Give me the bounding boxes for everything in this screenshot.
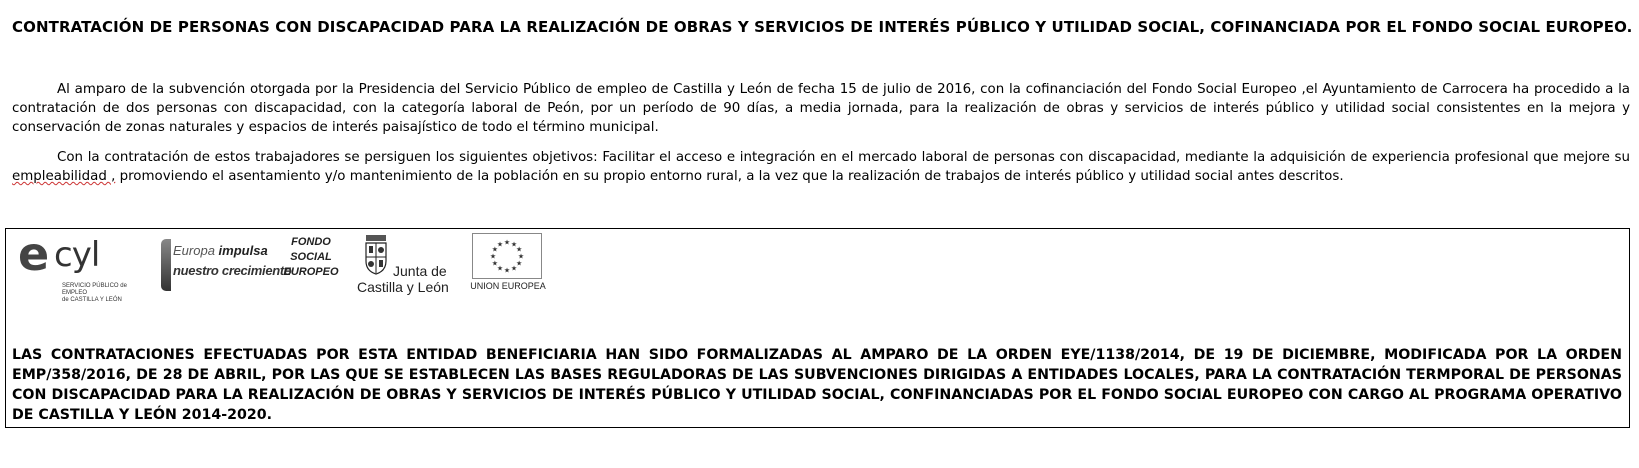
eu-star-icon: ★ bbox=[515, 245, 523, 254]
fse-logo bbox=[276, 235, 346, 280]
eu-star-icon: ★ bbox=[489, 252, 497, 261]
legal-notice: LAS CONTRATACIONES EFECTUADAS POR ESTA ENTIDAD BENEFICIARIA HAN SIDO FORMALIZADAS AL AMPARO DE LA ORDEN EYE/1138/2014, DE 19 DE DICIEMBRE, MODIFICADA POR LA ORDEN EMP/358/2016, DE 28 DE ABRIL, POR LAS QUE SE ESTABLECEN LAS BASES REGULADORAS DE LAS SUBVENCIONES DIRIGIDAS A ENTIDADES LOCALES, PARA LA CONTRATACIÓN TERMPORAL DE PERSONAS CON DISCAPACIDAD PARA LA REALIZACIÓN DE OBRAS Y SERVICIOS DE INTERÉS PÚBLICO Y UTILIDAD SOCIAL, CONFINANCIADAS POR EL FONDO SOCIAL EUROPEO CON CARGO AL PROGRAMA OPERATIVO DE CASTILLA Y LEÓN 2014-2020. bbox=[12, 347, 1622, 423]
ecyl-subtitle-line1: SERVICIO PÚBLICO de EMPLEO bbox=[62, 283, 127, 296]
eu-star-icon: ★ bbox=[515, 259, 523, 268]
europa-logo-bar bbox=[161, 239, 171, 291]
junta-castilla-leon-logo bbox=[351, 233, 461, 299]
eu-star-icon: ★ bbox=[510, 264, 518, 273]
paragraph-objectives-text-start: Con la contratación de estos trabajadores se persiguen los siguientes objetivos: Facilitar el acceso e integración en el mercado laboral de personas con discapacidad, mediante la adquisición de experiencia profesional que mejore su bbox=[57, 150, 1630, 165]
fse-logo-line3: EUROPEO bbox=[283, 266, 339, 278]
union-europea-label: UNION EUROPEA bbox=[470, 281, 546, 291]
eu-flag-icon bbox=[472, 233, 542, 279]
eu-star-icon: ★ bbox=[496, 264, 504, 273]
eu-star-icon: ★ bbox=[491, 259, 499, 268]
ecyl-logo-cyl: cyl bbox=[54, 235, 100, 275]
eu-star-icon: ★ bbox=[517, 252, 525, 261]
paragraph-objectives bbox=[12, 148, 1630, 186]
europa-impulsa-logo bbox=[161, 237, 292, 297]
coat-of-arms-icon bbox=[363, 235, 389, 275]
paragraph-objectives-text-end: promoviendo el asentamiento y/o mantenimiento de la población en su propio entorno rural, a la vez que la realización de trabajos de interés público y utilidad social antes descritos. bbox=[115, 169, 1344, 184]
logo-strip bbox=[6, 229, 1629, 309]
ecyl-logo-e: e bbox=[18, 227, 50, 281]
europa-logo-word1: Europa bbox=[173, 243, 215, 258]
fse-logo-line1: FONDO bbox=[291, 236, 331, 248]
document-title: CONTRATACIÓN DE PERSONAS CON DISCAPACIDAD PARA LA REALIZACIÓN DE OBRAS Y SERVICIOS DE INTERÉS PÚBLICO Y UTILIDAD SOCIAL, COFINANCIADA POR EL FONDO SOCIAL EUROPEO. bbox=[12, 18, 1633, 36]
fse-logo-line2: SOCIAL bbox=[290, 251, 332, 263]
eu-star-icon: ★ bbox=[491, 245, 499, 254]
eu-star-icon: ★ bbox=[503, 266, 511, 275]
europa-logo-line1 bbox=[173, 243, 268, 258]
paragraph-subsidy: Al amparo de la subvención otorgada por la Presidencia del Servicio Público de empleo de Castilla y León de fecha 15 de julio de 2016, con la cofinanciación del Fondo Social Europeo ,el Ayuntamiento de Carrocera ha procedido a la contratación de dos personas con discapacidad, con la categoría laboral de Peón, por un período de 90 días, a media jornada, para la realización de obras y servicios de interés público y utilidad social consistentes en la mejora y conservación de zonas naturales y espacios de interés paisajístico de todo el término municipal. bbox=[12, 82, 1630, 135]
eu-star-icon: ★ bbox=[503, 238, 511, 247]
ecyl-logo-subtitle bbox=[62, 283, 152, 304]
funding-notice-box bbox=[5, 228, 1630, 428]
union-europea-logo bbox=[468, 233, 548, 293]
eu-star-icon: ★ bbox=[496, 240, 504, 249]
junta-logo-line2: Castilla y León bbox=[357, 279, 449, 295]
ecyl-logo bbox=[16, 227, 146, 303]
europa-logo-line2: nuestro crecimiento bbox=[173, 263, 292, 278]
eu-star-icon: ★ bbox=[510, 240, 518, 249]
ecyl-subtitle-line2: de CASTILLA Y LEÓN bbox=[62, 297, 122, 303]
europa-logo-word2: impulsa bbox=[218, 243, 268, 258]
junta-logo-line1: Junta de bbox=[393, 263, 447, 279]
spellcheck-flagged-word: empleabilidad , bbox=[12, 169, 116, 184]
